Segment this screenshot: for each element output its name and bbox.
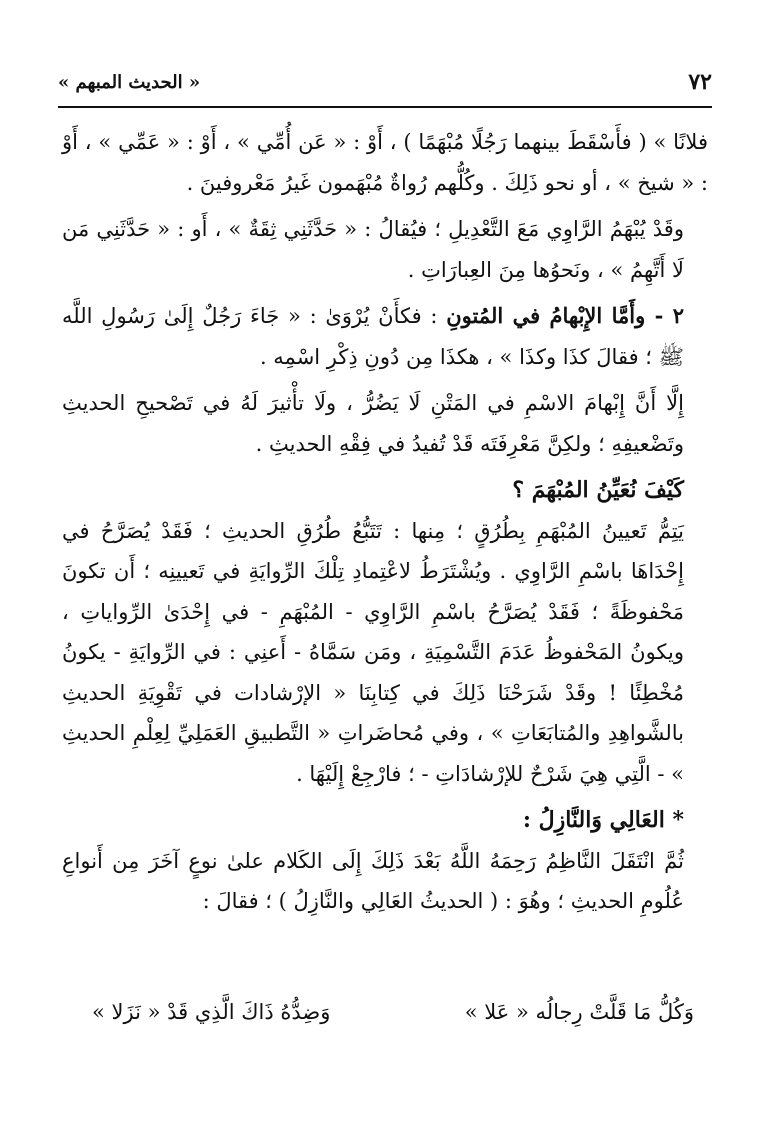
poem-verse <box>92 1000 694 1024</box>
page-number: ٧٢ <box>688 69 712 95</box>
paragraph-5: يَتِمُّ تَعيينُ المُبْهَمِ بِطُرُقٍ ؛ مِنها : تَتَبُّعُ طُرُقِ الحديثِ ؛ فَقَدْ يُصَرَّحُ في إِحْدَاهَا باسْمِ الرَّاوِي . ويُشْتَرَطُ لاعْتِمادِ تِلْكَ الرِّوايَةِ في تَعيينِه ؛ أَن تكونَ مَحْفوظَةً ؛ فَقَدْ يُصَرَّحُ باسْمِ الرَّاوِي - المُبْهَمِ - في إِحْدَىٰ الرِّواياتِ ، ويكونُ المَحْفوظُ عَدَمَ التَّسْمِيَةِ ، ومَن سَمَّاهُ - أَعنِي : في الرِّوايَةِ - يكونُ مُخْطِئًا ! وقَدْ شَرَحْنَا ذَلِكَ في كِتابِنَا « الإرْشادات في تَقْوِيَةِ الحديثِ بالشَّواهِدِ والمُتابَعَاتِ » ، وفي مُحاضَراتِ « التَّطبيقِ العَمَلِيِّ لِعِلْمِ الحديثِ » - الَّتِي هِيَ شَرْحٌ للإرْشادَاتِ - ؛ فارْجِعْ إِلَيْهَا . <box>62 518 684 786</box>
running-title: « الحديث المبهم » <box>58 71 201 93</box>
section-heading-aali-nazil: * العَالِي وَالنَّازِلُ : <box>522 807 684 833</box>
paragraph-3-text: : فكأَنْ يُرْوَىٰ : « جَاءَ رَجُلٌ إِلَىٰ رَسُولِ اللَّه ﷺ ؛ فقالَ كذَا وكذَا » ، هكذَا مِن دُونِ ذِكْرِ اسْمِه . <box>62 304 684 369</box>
verse-first-hemistich: وَكُلُّ مَا قَلَّتْ رِجالُه « عَلا » <box>464 1000 694 1024</box>
paragraph-6: ثُمَّ انْتَقَلَ النَّاظِمُ رَحِمَهُ اللَّهُ بَعْدَ ذَلِكَ إِلَى الكَلام علىٰ نوعٍ آخَرَ مِن أَنواعِ عُلُومِ الحديثِ ؛ وهُوَ : ( الحديثُ العَالِي والنَّازِلُ ) ؛ فقالَ : <box>62 848 684 913</box>
paragraph-3 <box>62 296 708 377</box>
paragraph-1: فلانًا » ( فأَسْقَطَ بينهما رَجُلًا مُبْهَمًا ) ، أَوْ : « عَن أُمِّي » ، أَوْ : « عَمِّي » ، أَوْ : « شيخ » ، أو نحو ذَلِكَ . وكُلُّهم رُواةٌ مُبْهَمون غَيرُ مَعْروفينَ . <box>62 130 708 195</box>
section-heading-identify: كَيْفَ نُعَيِّنُ المُبْهَمَ ؟ <box>512 477 684 503</box>
section-lead: ٢ - وأَمَّا الإِبْهامُ في المُتونِ <box>446 303 684 328</box>
main-text <box>62 122 708 922</box>
verse-second-hemistich: وَضِدُّهُ ذَاكَ الَّذِي قَدْ « نَزَلا » <box>92 1000 331 1024</box>
paragraph-4: إِلَّا أَنَّ إِبْهامَ الاسْمِ في المَتْنِ لَا يَضُرُّ ، ولَا تأْثيرَ لَهُ في تَصْحيحِ الحديثِ وتَضْعيفِهِ ؛ ولكِنَّ مَعْرِفَتَه قَدْ تُفيدُ في فِقْهِ الحديثِ . <box>62 391 684 456</box>
page-header <box>58 62 712 102</box>
paragraph-2: وقَدْ يُبْهَمُ الرَّاوِي مَعَ التَّعْدِيلِ ؛ فيُقالُ : « حَدَّثَنِي ثِقَةٌ » ، أَو : « حَدَّثَنِي مَن لَا أَتَّهِمُ » ، ونَحوُها مِنَ العِبارَاتِ . <box>62 217 684 282</box>
header-rule <box>58 106 712 108</box>
